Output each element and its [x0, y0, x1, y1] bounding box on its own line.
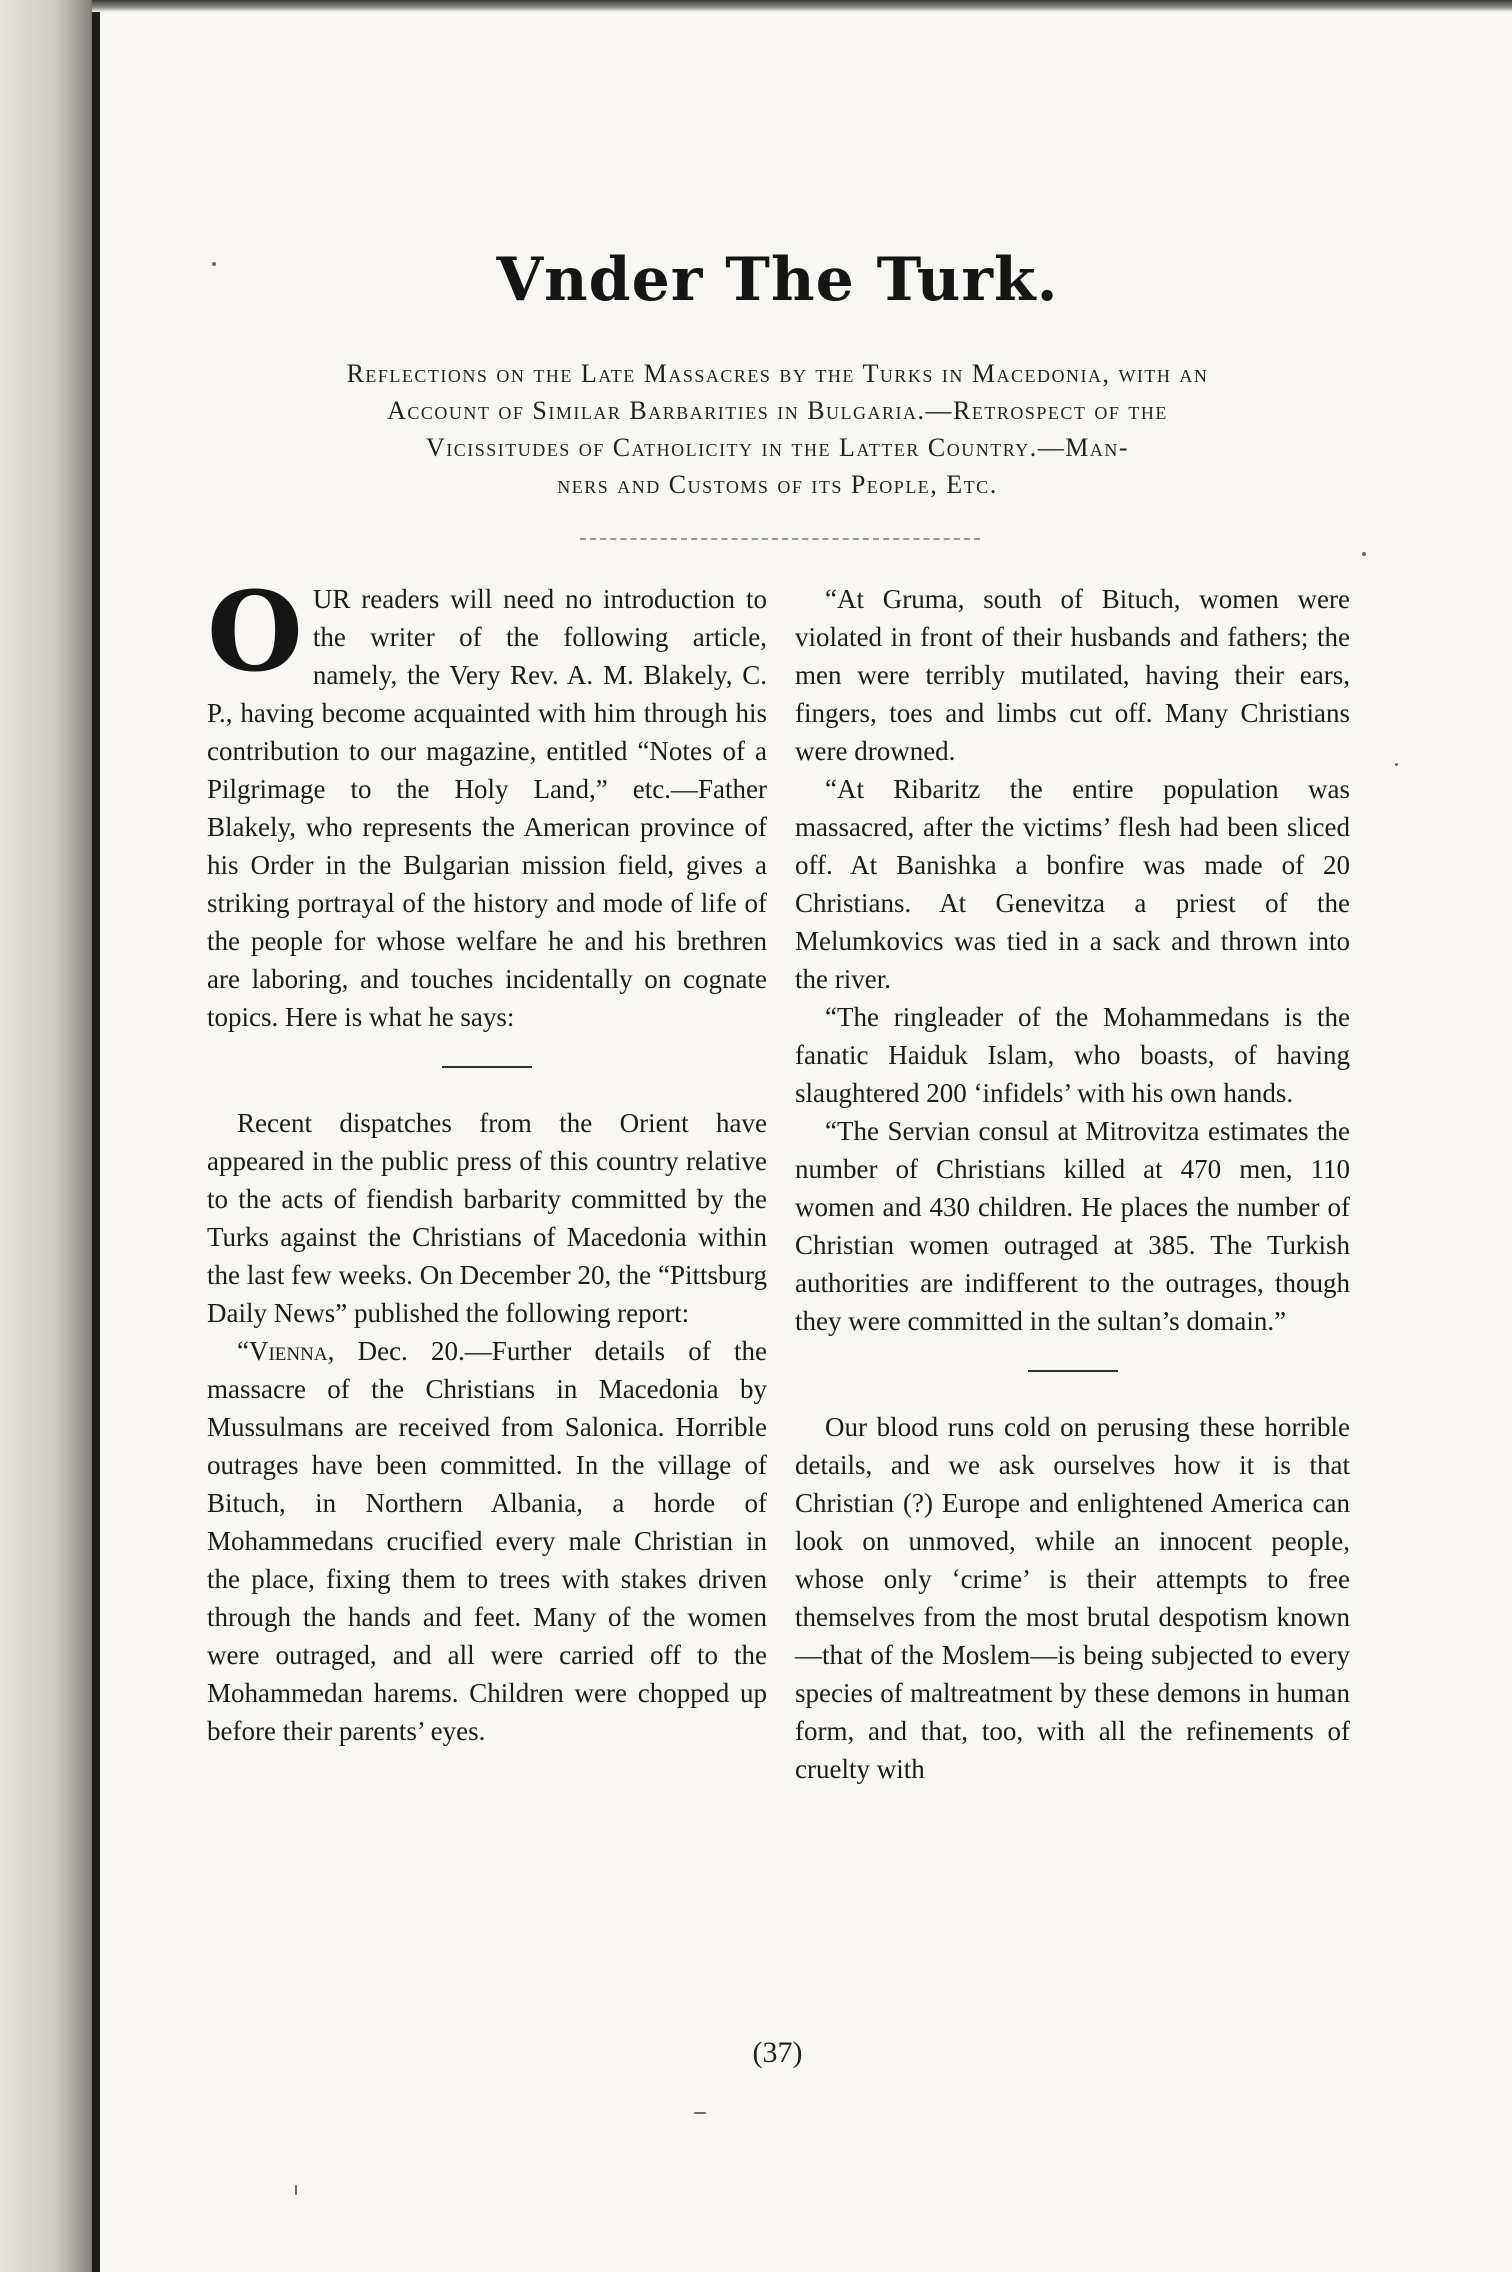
- paragraph: Recent dispatches from the Orient have appeared in the public press of this country relative to the acts of fiendish barbarity committed by the Turks against the Christians of Macedonia within the last few weeks. On December 20, the “Pittsburg Daily News” published the following report:: [207, 1108, 767, 1328]
- dateline: “Vienna,: [237, 1336, 335, 1366]
- article-title: Vnder The Turk.: [496, 245, 1059, 315]
- intro-text: UR readers will need no introduction to the writer of the following article, namely, the Very Rev. A. M. Blakely, C. P., having become acquainted with him through his contribution to our magazine, entitled “Notes of a Pilgrimage to the Holy Land,” etc.—Father Blakely, who represents the American province of his Order in the Bulgarian mission field, gives a striking portrayal of the history and mode of life of the people for whose welfare he and his brethren are laboring, and touches incidentally on cognate topics. Here is what he says:: [207, 584, 767, 1032]
- scan-speck: [694, 2112, 706, 2114]
- paragraph: [207, 1332, 767, 1750]
- scan-speck: [1362, 552, 1366, 556]
- paragraph: “At Ribaritz the entire population was massacred, after the victims’ flesh had been sliced off. At Banishka a bonfire was made of 20 Christians. At Genevitza a priest of the Melumkovics was tied in a sack and thrown into the river.: [795, 774, 1350, 994]
- paragraph: “At Gruma, south of Bituch, women were violated in front of their husbands and fathers; the men were terribly mutilated, having their ears, fingers, toes and limbs cut off. Many Christians were drowned.: [795, 584, 1350, 766]
- paragraph: Our blood runs cold on perusing these horrible details, and we ask ourselves how it is that Christian (?) Europe and enlightened America can look on unmoved, while an innocent people, whose only ‘crime’ is their attempts to free themselves from the most brutal despotism known—that of the Moslem—is being subjected to every species of maltreatment by these demons in human form, and that, too, with all the refinements of cruelty with: [795, 1412, 1350, 1784]
- drop-cap: O: [207, 567, 303, 696]
- page-edge-line: [92, 0, 100, 2272]
- paragraph: “The Servian consul at Mitrovitza estimates the number of Christians killed at 470 men, 110 women and 430 children. He places the number of Christian women outraged at 385. The Turkish authorities are indifferent to the outrages, though they were committed in the sultan’s domain.”: [795, 1116, 1350, 1336]
- subtitle-line: Reflections on the Late Massacres by the Turks in Macedonia, with an: [346, 359, 1209, 388]
- left-column: [207, 567, 767, 1750]
- scan-speck: [295, 2185, 297, 2195]
- paragraph: “The ringleader of the Mohammedans is the fanatic Haiduk Islam, who boasts, of having slaughtered 200 ‘infidels’ with his own hands.: [795, 1002, 1350, 1108]
- page-top-edge: [92, 0, 1512, 12]
- section-divider: [442, 1066, 532, 1068]
- subtitle-line: Vicissitudes of Catholicity in the Latter Country.—Man-: [425, 433, 1130, 462]
- intro-paragraph: [207, 567, 767, 1036]
- article-subtitle: [195, 355, 1360, 503]
- right-column: [795, 580, 1350, 1788]
- page-number: (37): [752, 2036, 803, 2069]
- subtitle-line: Account of Similar Barbarities in Bulgaria.—Retrospect of the: [387, 396, 1168, 425]
- book-gutter: [0, 0, 100, 2272]
- paragraph-text: Dec. 20.—Further details of the massacre of the Christians in Macedonia by Mussulmans are received from Salonica. Horrible outrages have been committed. In the village of Bituch, in Northern Albania, a horde of Mohammedans crucified every male Christian in the place, fixing them to trees with stakes driven through the hands and feet. Many of the women were outraged, and all were carried off to the Mohammedan harems. Children were chopped up before their parents’ eyes.: [207, 1336, 767, 1746]
- section-divider: [1028, 1370, 1118, 1372]
- subtitle-line: ners and Customs of its People, Etc.: [557, 470, 998, 499]
- header-divider: [580, 538, 980, 540]
- scan-speck: [1395, 763, 1398, 766]
